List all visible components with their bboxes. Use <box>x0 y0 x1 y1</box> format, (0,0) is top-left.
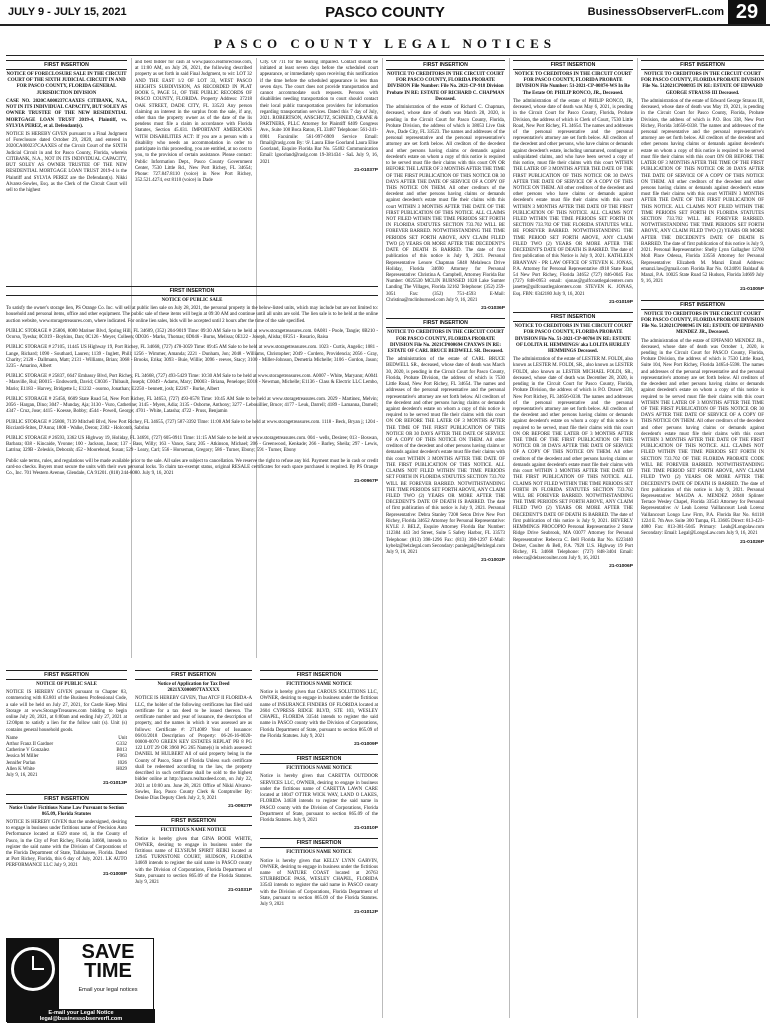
table-header: Unit <box>118 735 127 741</box>
notice-foreclosure <box>6 60 127 282</box>
page-number: 29 <box>728 0 766 24</box>
cell-name: Jessica M Miller <box>6 754 39 760</box>
case-caption: CASE NO. 2020CA000237CAAXES CITIBANK, N.A., NOT IN ITS INDIVIDUAL CAPACITY, BUT SOLEY AS OWNER TRUSTEE OF THE NEW RESIDENTIAL MORTGAGE LOAN TRUST 2019-4, Plaintiff, vs. SYLVIA PEREZ, et al. Defendant(s). <box>6 98 127 129</box>
save-time-ad[interactable] <box>6 938 154 1022</box>
notice-code: 21-01013P <box>103 781 127 787</box>
cell-unit: I026 <box>118 760 127 766</box>
column-divider <box>382 58 383 1018</box>
county-name: PASCO COUNTY <box>325 4 445 21</box>
sale-entry: PUBLIC STORAGE # 25456, 6609 State Road 54, New Port Richey, FL 34653, (727) 493-0578 Time: 10:45 AM Sale to be held at www.storagetreasures.com. 2029 - Martinez, Melvin; 2056 - Hargan, Dino; 3047 - Munday, Aja; 3130 - Vuro, Catherine; 3145 - Myers, Adia; 3135 - Osborne, Anthony; 3277 - Lebouillier, Bruce; 4177 - Leuk, Darrell; 4189 - Lamanna, Darnell; 4347 - Cruz, Jose; 4415 - Koesse, Bobby; 4544 - Powell, George; 4701 - White, Latasha; 4722 - Pruss, Benjamin <box>6 396 378 415</box>
column-divider <box>509 58 510 1018</box>
column-divider <box>637 58 638 1018</box>
notice-title: NOTICE TO CREDITORS IN THE CIRCUIT COURT FOR PASCO COUNTY, FLORIDA PROBATE DIVISION File Number: 51-2021-CP-00874-WS In Re The Estate Of: PHILIP RONCO, JR., Deceased. <box>514 72 632 96</box>
notice-title: FICTITIOUS NAME NOTICE <box>286 850 352 856</box>
notice-ronco-hemmings <box>513 60 633 1020</box>
notice-body: The administration of the estate of PHILIP RONCO, JR, deceased, whose date of death was May 6, 2021, is pending in the Circuit Court for Pasco County, Florida, Probate Division, the address of which is Clerk of Court, 7530 Little Road, New Port Richey, FL 34654. The names and addresses of the personal representative and the personal representative's attorney are set forth below. All creditors of the decedent and other persons, who have claims or demands against decedent's estate, including unmatured, contingent or unliquidated claims, and who have been served a copy of this notice, must file their claims with this court WITHIN THE LATER OF 3 MONTHS AFTER THE DATE OF THE FIRST PUBLICATION OF THIS NOTICE OR 30 DAYS AFTER THE DATE OF SERVICE OF A COPY OF THIS NOTICE ON THEM. All other creditors of the decedent and other persons who have claims or demands against decedent's estate must file their claims with this court WITHIN 3 MONTHS AFTER THE DATE OF THE FIRST PUBLICATION OF THIS NOTICE. ALL CLAIMS NOT FILED WITHIN THE TIME PERIODS SET FORTH IN SECTION 733.702 OF THE FLORIDA STATUTES WILL BE FOREVER BARRED. NOTWITHSTANDING THE TIME PERIOD SET FORTH ABOVE, ANY CLAIM FILED TWO (2) YEARS OR MORE AFTER THE DECEDENT'S DATE OF DEATH IS BARRED. The date of first publication of this Notice is July 9, 2021. KATHLEEN BRANYAN - PR LAW OFFICE OF STEVEN K. JONAS, P.A. Attorney for Personal Representative 4918 State Road 54 New Port Richey, Florida 34652 (727) 846-0045 Fax (727) 848-0953 email: sjonas@gulfcoastlegalcenters.com janette@gulfcoastlegalcenters.com STEVEN K. JONAS, Esq. FBN: 0342180 July 9, 16, 2021 <box>513 98 633 297</box>
notice-title: FICTITIOUS NAME NOTICE <box>160 828 227 834</box>
notice-title: NOTICE TO CREDITORS IN THE CIRCUIT COURT FOR PASCO COUNTY, FLORIDA PROBATE DIVISION File No. 2021CP000694 CPAXWS IN RE: ESTATE OF CARL BRUCE BEDWELL SR. Deceased. <box>387 330 504 354</box>
notice-strauss-mendez <box>641 60 764 1020</box>
section-title: PASCO COUNTY LEGAL NOTICES <box>213 36 556 51</box>
notice-title: Notice Under Fictitious Name Law Pursuant to Section 865.09, Florida Statutes <box>9 805 124 817</box>
cell-unit: H029 <box>116 766 127 772</box>
notice-code: 21-00927P <box>228 804 252 810</box>
cell-name: Catherine V Gonzalez <box>6 748 50 754</box>
notice-chapman-bedwell <box>386 60 505 1020</box>
notice-title: FICTITIOUS NAME NOTICE <box>286 682 352 687</box>
notice-body: The administration of the estate of LESTER M. FOLDI, also known as LESTER M. FOLDI, SR., also known as LESTER FOLDI, also known as LESTER MICHAEL FOLDI, SR., deceased, whose date of death was December 28, 2020, is pending in the Circuit Court for Pasco County, Florida, Probate Division, the address of which is P.O. Drawer 338, New Port Richey, FL 34656-0338. The names and addresses of the personal representative and the personal representative's attorney are set forth below. All creditors of the decedent and other persons having claims or demands against decedent's estate on whom a copy of this notice is required to be served, must file their claims with this court ON OR BEFORE THE LATER OF 3 MONTHS AFTER THE TIME OF THE FIRST PUBLICATION OF THIS NOTICE OR 30 DAYS AFTER THE DATE OF SERVICE OF A COPY OF THIS NOTICE ON THEM. All other creditors of the decedent and other persons having claims or demands against decedent's estate must file their claims with this court WITHIN 3 MONTHS AFTER THE DATE OF THE FIRST PUBLICATION OF THIS NOTICE. ALL CLAIMS NOT FILED WITHIN THE TIME PERIODS SET FORTH IN FLORIDA STATUTES SECTION 733.702 WILL BE FOREVER BARRED. NOTWITHSTANDING THE TIME PERIODS SET FORTH ABOVE, ANY CLAIM FILED TWO (2) YEARS OR MORE AFTER THE DECEDENT'S DATE OF DEATH IS BARRED. The date of first publication of this notice is July 9, 2021. BEVERLY HEMMINGS PROCOPIO Personal Representative 2 Stone Ridge Drive Seabrook, MA 03077 Attorney for Personal Representative: Rebecca C. Bell Florida Bar No. 0223440 Delzer, Coulter & Bell, P.A. 7920 U.S. Highway 19 Port Richey, FL 34668 Telephone: (727) 848-3404 Email: rebecca@delzercoulter.com July 9, 16, 2021 <box>513 357 633 562</box>
notice-code: 21-01026P <box>740 539 764 545</box>
notice-code: 21-01019P <box>609 299 633 305</box>
notice-title: NOTICE TO CREDITORS IN THE CIRCUIT COURT FOR PASCO COUNTY, FLORIDA PROBATE DIVISION File Number: File No. 2021-CP-918 Division Probate IN RE: ESTATE OF RICHARD C. CHAPMAN Deceased. <box>386 72 505 102</box>
notice-title: FICTITIOUS NAME NOTICE <box>286 766 352 772</box>
notice-code: 21-01037P <box>354 167 378 173</box>
insertion-label: FIRST INSERTION <box>135 670 252 680</box>
sale-entry: PUBLIC STORAGE # 25806, 8080 Mariner Blvd, Spring Hill, FL 34609, (352) 204-9019 Time: 09:30 AM Sale to be held at www.storagetreasures.com. 0A081 - Poole, Tangie; 0B210 - Ocorso, Tyesha; 0C019 - Boykins, Dan; 0C126 - Meyer, Colleen; 0D036 - Marks, Thomas; 0D046 - Burns, Melissa; 0E122 - Joseph, Alisha; 0F251 - Rosario, Raisa <box>6 328 378 341</box>
notice-body: The administration of the estate of Edward George Strauss III, deceased, whose date of death was May 19, 2021, is pending in the Circuit Court for Pasco County, Florida, Probate Division, the address of which is P.O. Box 338, New Port Richey, Florida 34656-0338. The names and addresses of the personal representative and the personal representative's attorney are set forth below. All creditors of the decedent and other persons having claims or demands against decedent's estate on whom a copy of this notice is required to be served must file their claims with this court ON OR BEFORE THE LATER OF 3 MONTHS AFTER THE TIME OF THE FIRST PUBLICATION OF THIS NOTICE OR 30 DAYS AFTER THE DATE OF SERVICE OF A COPY OF THIS NOTICE ON THEM. All other creditors of the decedent and other persons having claims or demands against decedent's estate must file their claims with this court WITHIN 3 MONTHS AFTER THE DATE OF THE FIRST PUBLICATION OF THIS NOTICE. ALL CLAIMS NOT FILED WITHIN THE TIME PERIODS SET FORTH IN FLORIDA STATUTES SECTION 733.702 WILL BE FOREVER BARRED. NOTWITHSTANDING THE TIME PERIODS SET FORTH ABOVE, ANY CLAIM FILED TWO (2) YEARS OR MORE AFTER THE DECEDENT'S DATE OF DEATH IS BARRED. The date of first publication of this notice is July 9, 2021. Personal Representative: Shelly Lynn Gallagher 12760 Moll Place Odessa, Florida 33556 Attorney for Personal Representative: Elizabeth M. Manzi Email Address: emanzi.law@gmail.com Florida Bar No. 0124091 Baldauf & Manzi, P.A. 10025 State Road 52 Hudson, Florida 34669 July 9, 16, 2021 <box>641 98 764 285</box>
insertion-label: FIRST INSERTION <box>260 670 378 680</box>
insertion-label: FIRST INSERTION <box>386 60 505 70</box>
notice-castle-keep <box>6 670 127 934</box>
page-header <box>0 0 770 26</box>
insertion-label: FIRST INSERTION <box>513 60 633 70</box>
notice-body: Notice is hereby given that GINA BOOE WHITE, OWNER, desiring to engage in business under the fictitious name of ELYSIUM SPIRIT REIKI located at 12945 TURNSTONE COURT, HUDSON, FLORIDA 34669 intends to register the said name in PASCO county with the Division of Corporations, Florida Department of State, pursuant to section 865.09 of the Florida Statutes. July 9, 2021 <box>135 836 252 886</box>
notice-title: Notice of Application for Tax Deed 2021XX000097TAXXXX <box>157 682 230 694</box>
ad-email[interactable]: E-mail your Legal Notice legal@businessobserverfl.com <box>7 1009 155 1023</box>
notice-body: and best bidder for cash at www.pasco.realforeclose.com, at 11:00 AM, on July 26, 2021, the following described property as set forth in said Final Judgment, to wit: LOT 32 AND THE EAST 1/2 OF LOT 33, WEST PASCO HEIGHTS SUBDIVISION, AS RECORDED IN PLAT BOOK 5, PAGE 51, OF THE PUBLIC RECORDS OF PASCO COUNTY, FLORIDA. Property Address: 37218 OAK STREET, DADE CITY, FL 33523 Any person claiming an interest in the surplus from the sale, if any, other than the property owner as of the date of the lis pendens must file a claim in accordance with Florida Statutes, Section 45.031. IMPORTANT AMERICANS WITH DISABILITIES ACT: If you are a person with a disability who needs an accommodation in order to participate in this proceeding, you are entitled, at no cost to you, to the provision of certain assistance. Please contact: Public Information Dept., Pasco County Government Center, 7530 Little Rd., New Port Richey, FL 34654; Phone: 727.847.8110 (voice) in New Port Richey, 352.521.4274, ext 8110 (voice) in Dade <box>135 60 252 184</box>
notice-code: 21-00967P <box>354 479 378 485</box>
sale-entry: PUBLIC STORAGE # 26593, 3362 US Highway 19, Holiday, FL 34691, (727) 605-0911 Time: 11:15 AM Sale to be held at www.storagetreasures.com. 004 - wells, Desiree; 013 - Boswan, Barbara; 038 - Kincaide, Yvonne; 100 - Jackson, Jason; 137 - Bass, Willy; 163 - Vance, Sara; 205 - Atkinson, Michael; 206 - Greenwood, Kenkade; 266 - Barley, Sheila; 297 - Lewis, Latrina; 329B - Zeleskis, Deborah; 452 - Moorehead, Susan; 529 - Leary, Carl; 556 - Horseman, Gregory; 586 - Turner, Ebony; 591 - Turner, Ebony <box>6 435 378 454</box>
notice-code: 21-01009P <box>354 741 378 747</box>
notice-body: NOTICE IS HEREBY GIVEN pursuant to a Final Judgment of Foreclosure dated October 29, 2020, and entered in 2020CA000237CAAXES of the Circuit Court of the SIXTH Judicial Circuit in and for Pasco County, Florida, wherein CITIBANK, N.A., NOT IN ITS INDIVIDUAL CAPACITY, BUT SOLEY AS OWNER TRUSTEE OF THE NEW RESIDENTIAL MORTGAGE LOAN TRUST 2019-4 is the Plaintiff and SYLVIA PEREZ are the Defendant(s). Nikki Alvarez-Sowles, Esq. as the Clerk of the Circuit Court will sell to the highest <box>6 131 127 193</box>
notice-date: July 9, 16, 2021 <box>6 773 38 779</box>
notice-code: 21-01005P <box>740 287 764 293</box>
notice-title: NOTICE OF PUBLIC SALE <box>161 298 223 303</box>
cell-unit: F063 <box>116 754 127 760</box>
insertion-label: FIRST INSERTION <box>6 794 127 804</box>
notice-outro: Public sale terms, rules, and regulations will be made available prior to the sale. All sales are subject to cancellation. We reserve the right to refuse any bid. Payment must be in cash or credit card-no checks. Buyers must secure the units with their own personal locks. To claim tax-exempt status, original RESALE certificates for each space purchased is required. By PS Orange Co., Inc. 701 Western Avenue, Glendale, CA 91201. (818) 244-8080. July 9, 16, 2021 <box>6 458 378 477</box>
cell-name: Jennifer Parlan <box>6 760 36 766</box>
sale-entry: PUBLIC STORAGE # 27105, 11445 US Highway 19, Port Richey, FL 34668, (727) 478-3059 Time: 09:45 AM Sale to be held at www.storagetreasures.com. 1023 - Curtis, Angelic; 1081 - Lange, Richard; 1090 - Southard, Lauren; 1139 - Inglett, Phill; 1256 - Wimmer, Amanda; 2221 - Dunham, Jon; 2048 - Williams, Christopher; 2049 - Cordero, Providencia; 2056 - Gray, Charity; 2128 - Dallmann, Matt; 2131 - Williams, Brian; 3068 - Brooks, Erika; 3093 - Buie, Willie; 3096 - reeves, Stacy; 3100 - Miller-Johnson, Demetria Michelle; 3106 - Gordon, Jason; 3235 - Amarino, Albert <box>6 345 378 369</box>
notice-code: 21-01036P <box>481 306 505 312</box>
notice-code: 21-01031P <box>228 888 252 894</box>
notice-foreclosure-end <box>260 60 378 282</box>
clock-icon <box>11 947 55 991</box>
section-rule <box>6 55 764 56</box>
insertion-label: FIRST INSERTION <box>260 838 378 848</box>
notice-code: 21-01006P <box>609 564 633 570</box>
cell-unit: B013 <box>116 748 127 754</box>
insertion-label: FIRST INSERTION <box>6 60 127 70</box>
notice-body: Notice is hereby given that KELLY LYNN GARVIN, OWNER, desiring to engage in business under the fictitious name of NATURE COAST located at 26763 STURBRIDGE PASS, WESLEY CHAPEL, FLORIDA 33543 intends to register the said name in PASCO county with the Division of Corporations, Florida Department of State, pursuant to section 865.09 of the Florida Statutes. July 9, 2021 <box>260 858 378 908</box>
table-header: Name <box>6 735 18 741</box>
sale-entry: PUBLIC STORAGE # 25837, 6647 Embassy Blvd, Port Richey, FL 34668, (727) 493-5429 Time: 10:30 AM Sale to be held at www.storagetreasures.com. A0007 - White, Maryann; A0041 - Manville, Rui; B0015 - Endsworth, David; C0036 - Thibault, Joseph; C0049 - Adams, Mary; D0003 - Briana, Penelope; E018 - Newman, Michelle; E1136 - Class & Electric LLC Lembo, Mario; E1183 - Harvey, Bridgette L; E1232 - osorno, Jonathan; E2250 - bennett, josh; E2267 - Burke, Albert <box>6 374 378 392</box>
insertion-label: FIRST INSERTION <box>6 286 378 296</box>
cell-name: Allen K White <box>6 766 35 772</box>
unit-table <box>6 736 127 773</box>
notice-body: Notice is hereby given that CARETTA OUTDOOR SERVICES LLC, OWNER, desiring to engage in business under the fictitious name of CARETTA LAWN CARE located at 18047 OTTER WICK WAY, LAND O LAKES, FLORIDA 34638 intends to register the said name in PASCO county with the Division of Corporations, Florida Department of State, pursuant to section 865.09 of the Florida Statutes. July 9, 2021 <box>260 774 378 823</box>
notice-body: The administration of the estate of CARL BRUCE BEDWELL SR., deceased, whose date of death was March 30, 2020, is pending in the Circuit Court for Pasco County, Florida, Probate Division, the address of which is 7530 Little Road, New Port Richey, FL 34654. The names and addresses of the personal representative and the personal representative's attorney are set forth below. All creditors of the decedent and other persons having claims or demands against decedent's estate on whom a copy of this notice is required to be served must file their claims with this court ON OR BEFORE THE LATER OF 3 MONTHS AFTER THE TIME OF THE FIRST PUBLICATION OF THIS NOTICE OR 30 DAYS AFTER THE DATE OF SERVICE OF A COPY OF THIS NOTICE ON THEM. All other creditors of the decedent and other persons having claims or demands against decedent's estate must file their claims with this court WITHIN 3 MONTHS AFTER THE DATE OF THE FIRST PUBLICATION OF THIS NOTICE. ALL CLAIMS NOT FILED WITHIN THE TIME PERIODS SET FORTH IN FLORIDA STATUTES SECTION 733.702 WILL BE FOREVER BARRED. NOTWITHSTANDING THE TIME PERIODS SET FORTH ABOVE, ANY CLAIM FILED TWO (2) YEARS OR MORE AFTER THE DECEDENT'S DATE OF DEATH IS BARRED. The date of first publication of this notice is July 9, 2021. Personal Representative: Debra Stanley 7208 Seton Drive New Port Richey, Florida 34652 Attorney for Personal Representative: KYLE J. BELZ, Esquire Attorney Florida Bar Number: 112384 443 3rd Street, Suite 5 Safety Harbor, FL 33573 Telephone: (813) 398-1296 Fax: (813) 398-1297 E-Mail: kybelz@belzlegal.com Secondary: paralegal@belzlegal.com July 9, 16, 2021 <box>386 357 505 555</box>
cell-name: Arthur Franz II Gardner <box>6 741 54 747</box>
insertion-label: FIRST INSERTION <box>6 670 127 680</box>
notice-title: NOTICE OF FORECLOSURE SALE IN THE CIRCUIT COURT OF THE SIXTH JUDICIAL CIRCUIT IN AND FOR PASCO COUNTY, FLORIDA GENERAL JURISDICTION DIVISION <box>6 72 127 96</box>
notice-title: NOTICE TO CREDITORS IN THE CIRCUIT COURT FOR PASCO COUNTY, FLORIDA PROBATE DIVISION File No. 512021CP000945 IN RE: ESTATE OF EPIFANIO MENDEZ JR., Deceased. <box>641 311 764 336</box>
notice-body: The administration of the estate of EPIFANIO MENDEZ JR., deceased, whose date of death was October 1, 2020, is pending in the Circuit Court for PASCO County, Florida, Probate Division, the address of which is 7530 Little Road, Suite 104, New Port Richey, Florida 34654-5598. The names and addresses of the personal representative and the personal representative's attorney are set forth below. All creditors of the decedent and other persons having claims or demands against decedent's estate on whom a copy of this notice is required to be served must file their claims with this court WITHIN THE LATER OF 3 MONTHS AFTER THE TIME OF THE FIRST PUBLICATION OF THIS NOTICE OR 30 DAYS AFTER THE DATE OF SERVICE OF A COPY OF THIS NOTICE ON THEM. All other creditors of the decedent and other persons having claims or demands against decedent's estate must file their claims with this court WITHIN 3 MONTHS AFTER THE DATE OF THE FIRST PUBLICATION OF THIS NOTICE. ALL CLAIMS NOT FILED WITHIN THE TIME PERIODS SET FORTH IN SECTION 733.702 OF THE FLORIDA PROBATE CODE WILL BE FOREVER BARRED. NOTWITHSTANDING THE TIME PERIOD SET FORTH ABOVE, ANY CLAIM FILED TWO (2) YEARS OR MORE AFTER THE DECEDENT'S DATE OF DEATH IS BARRED. The date of first publication of this notice is July 9, 2021. Personal Representative: MAGDA A. MENDEZ 26940 Splinter Terrace Wesley Chapel, Florida 33543 Attorney for Personal Representative: /s/ Leah Lorenz Vaillancourt Leah Lorenz Vaillancourt Longo Law Firm, P.A. Florida Bar No. 84118 1224 E. 7th Ave. Suite 300 Tampa, FL 33605 Direct: 813-423-4080 Fax: 813-381-5045 Primary: Leah@Longolaw.com Secondary: Email: Legal@LongoLaw.com July 9, 16, 2021 <box>641 338 764 537</box>
notice-title: NOTICE OF PUBLIC SALE <box>36 682 97 687</box>
ad-headline: SAVE TIME <box>81 941 135 982</box>
notice-body: NOTICE IS HEREBY GIVEN, That ATCF II FLORIDA-A LLC, the holder of the following certificates has filed said certificate for a tax deed to be issued thereon. The certificate number and year of issuance, the description of property, and the names in which it was assessed are as follows: Certificate #: 2714089 Year of Issuance: 06/01/2018 Description of Property: 06-26-16-0020-00000-0070 GREEN KEY ESTATES REPLAT PB 8 PG 122 LOT 29 OR 3960 PG 265 Name(s) in which assessed: DANIEL M HULBERT All of said property being in the County of Pasco, State of Florida Unless such certificate shall be redeemed according to the law, the property described in such certificate shall be sold to the highest bidder online at http://pasco.realtaxdeed.com, on July 22, 2021 at 10:00 am. June 28, 2021 Office of Nikki Alvarez-Sowles, Esq. Pasco County Clerk & Comptroller By: Denise Dias Deputy Clerk July 2, 9, 2021 <box>135 696 252 801</box>
insertion-label: FIRST INSERTION <box>135 816 252 826</box>
notice-code: 21-01008P <box>103 871 127 877</box>
site-url[interactable]: BusinessObserverFL.com <box>587 6 724 18</box>
notice-body: The administration of the estate of Richard C. Chapman, deceased, whose date of death was March 28, 2020, is pending in the Circuit Court for Pasco County, Florida, Probate Division, the address of which is 38053 Live Oak Ave., Dade City, FL 33523. The names and addresses of the personal representative and the personal representative's attorney are set forth below. All creditors of the decedent and other persons having claims or demands against decedent's estate on whom a copy of this notice is required to be served must file their claims with this court ON OR BEFORE THE LATER OF 3 MONTHS AFTER THE TIME OF THE FIRST PUBLICATION OF THIS NOTICE OR 30 DAYS AFTER THE DATE OF SERVICE OF A COPY OF THIS NOTICE ON THEM. All other creditors of the decedent and other persons having claims or demands against decedent's estate must file their claims with this court WITHIN 3 MONTHS AFTER THE DATE OF THE FIRST PUBLICATION OF THIS NOTICE. ALL CLAIMS NOT FILED WITHIN THE TIME PERIODS SET FORTH IN FLORIDA STATUTES SECTION 733.702 WILL BE FOREVER BARRED. NOTWITHSTANDING THE TIME PERIODS SET FORTH ABOVE, ANY CLAIM FILED TWO (2) YEARS OR MORE AFTER THE DECEDENT'S DATE OF DEATH IS BARRED. The date of first publication of this notice is July 9, 2021. Personal Representative Lenore Chapman 5848 Melaleuca Drive Holiday, Florida 34690 Attorney for Personal Representative: Christina A. Campbell, Attorney Florida Bar Number: 0025530 MCLIN BURNSED 1028 Lake Sumter Landing The Villages, Florida 32162 Telephone: (352) 259-3051 Fax: (352) 751-4593 E-Mail: Christina@mclinburnsed.com July 9, 16, 2021 <box>386 105 505 303</box>
notice-title: NOTICE TO CREDITORS IN THE CIRCUIT COURT FOR PASCO COUNTY, FLORIDA PROBATE DIVISION File No. 51-2021-CP-00784 IN RE: ESTATE OF LOLITA H. HEMMINGS/ aka LOLITA HURLEY HEMMINGS Deceased. <box>514 324 632 354</box>
insertion-label: FIRST INSERTION <box>641 60 764 70</box>
notice-intro: To satisfy the owner's storage lien, PS Orange Co. Inc. will sell at public lien sale on July 28, 2021, the personal property in the below-listed units, which may include but are not limited to: household and personal items, office and other equipment. The public sale of these items will begin at 09:30 AM and continue until all units are sold. The lien sale is to be held at the online auction website, www.storagetreasures.com, where indicated. For online lien sales, bids will be accepted until 2 hours after the time of the sale specified. <box>6 306 378 324</box>
notice-code: 21-01010P <box>354 826 378 832</box>
notice-public-sale <box>6 286 378 664</box>
cell-unit: G332 <box>116 741 127 747</box>
sale-entry: PUBLIC STORAGE # 25808, 7139 Mitchell Blvd, New Port Richey, FL 34655, (727) 587-3392 Time: 11:00 AM Sale to be held at www.storagetreasures.com. 1118 - Beck, Bryan j; 1204 - Ricciardi-Stites, D'Anna; 1808 - Walke, Deron; 2302 - Holcomb, Sabrina <box>6 419 378 431</box>
notice-body: Notice is hereby given that CAROUS SOLUTIONS LLC, OWNER, desiring to engage in business under the fictitious name of INSURANCE FINDERS OF FLORIDA located at 2604 CYPRESS RIDGE BLVD, STE 103, WESLEY CHAPEL, FLORIDA 33544 intends to register the said name in PASCO county with the Division of Corporations, Florida Department of State, pursuant to section 865.09 of the Florida Statutes. July 9, 2021 <box>260 690 378 739</box>
notice-body: City. Or 711 for the hearing impaired. Contact should be initiated at least seven days before the scheduled court appearance, or immediately upon receiving this notification if the time before the scheduled appearance is less than seven days. The court does not provide transportation and cannot accommodate such requests. Persons with disabilities needing transportation to court should contact their local public transportation providers for information regarding transportation services. Dated this 7 day of July, 2021. ROBERTSON, ANSCHUTZ, SCHNEID, CRANE & PARTNERS, PLLC Attorney for Plaintiff 6409 Congress Ave., Suite 100 Boca Raton, FL 33487 Telephone: 561-241-6901 Facsimile: 561-997-6909 Service Email: flmail@raslg.com By: \S\ Laura Elise Goorland Laura Elise Goorland, Esquire Florida Bar No. 55402 Communication Email: lgoorland@raslg.com 19-381434 - SaL July 9, 16, 2021 <box>260 60 378 165</box>
notice-body: NOTICE IS HEREBY GIVEN that the undersigned, desiring to engage in business under fictitious name of Precision Auto Performance located at 6329 stone rd, in the County of Pasco, in the City of Port Richey, Florida 34668, intends to register the said name with the Division of Corporations of the Florida Department of State, Tallahassee, Florida. Dated at Port Richey, Florida, this 6 day of July, 2021. LK AUTO PERFORMANCE LLC July 9, 2021 <box>6 819 127 869</box>
insertion-label: FIRST INSERTION <box>641 300 764 310</box>
notice-foreclosure-cont <box>135 60 252 282</box>
insertion-label: FIRST INSERTION <box>513 312 633 322</box>
insertion-label: FIRST INSERTION <box>386 318 505 328</box>
notice-title: NOTICE TO CREDITORS IN THE CIRCUIT COURT FOR PASCO COUNTY, FLORIDA PROBATE DIVISION File No. 512021CP000935 IN RE: ESTATE OF EDWARD GEORGE STRAUSS III Deceased. <box>641 72 764 96</box>
notice-fictitious-names <box>260 670 378 1020</box>
notice-code: 21-01002P <box>481 558 505 564</box>
ad-subtext: Email your legal notices <box>78 987 138 993</box>
notice-code: 21-01012P <box>354 910 378 916</box>
notice-body: NOTICE IS HEREBY GIVEN pursuant to Chapter 83, commencing with 83.801 of the Business Professional Code, a sale will be held on July 27, 2021, for Castle Keep Mini Storage at www.StorageTreasures.com bidding to begin online July 20, 2021, at 6:00am and ending July 27, 2021 at 12:00pm to satisfy a lien for the follow unit (s). Unit (s) contains general household goods. <box>6 690 127 733</box>
insertion-label: FIRST INSERTION <box>260 754 378 764</box>
issue-date: JULY 9 - JULY 15, 2021 <box>8 6 127 18</box>
